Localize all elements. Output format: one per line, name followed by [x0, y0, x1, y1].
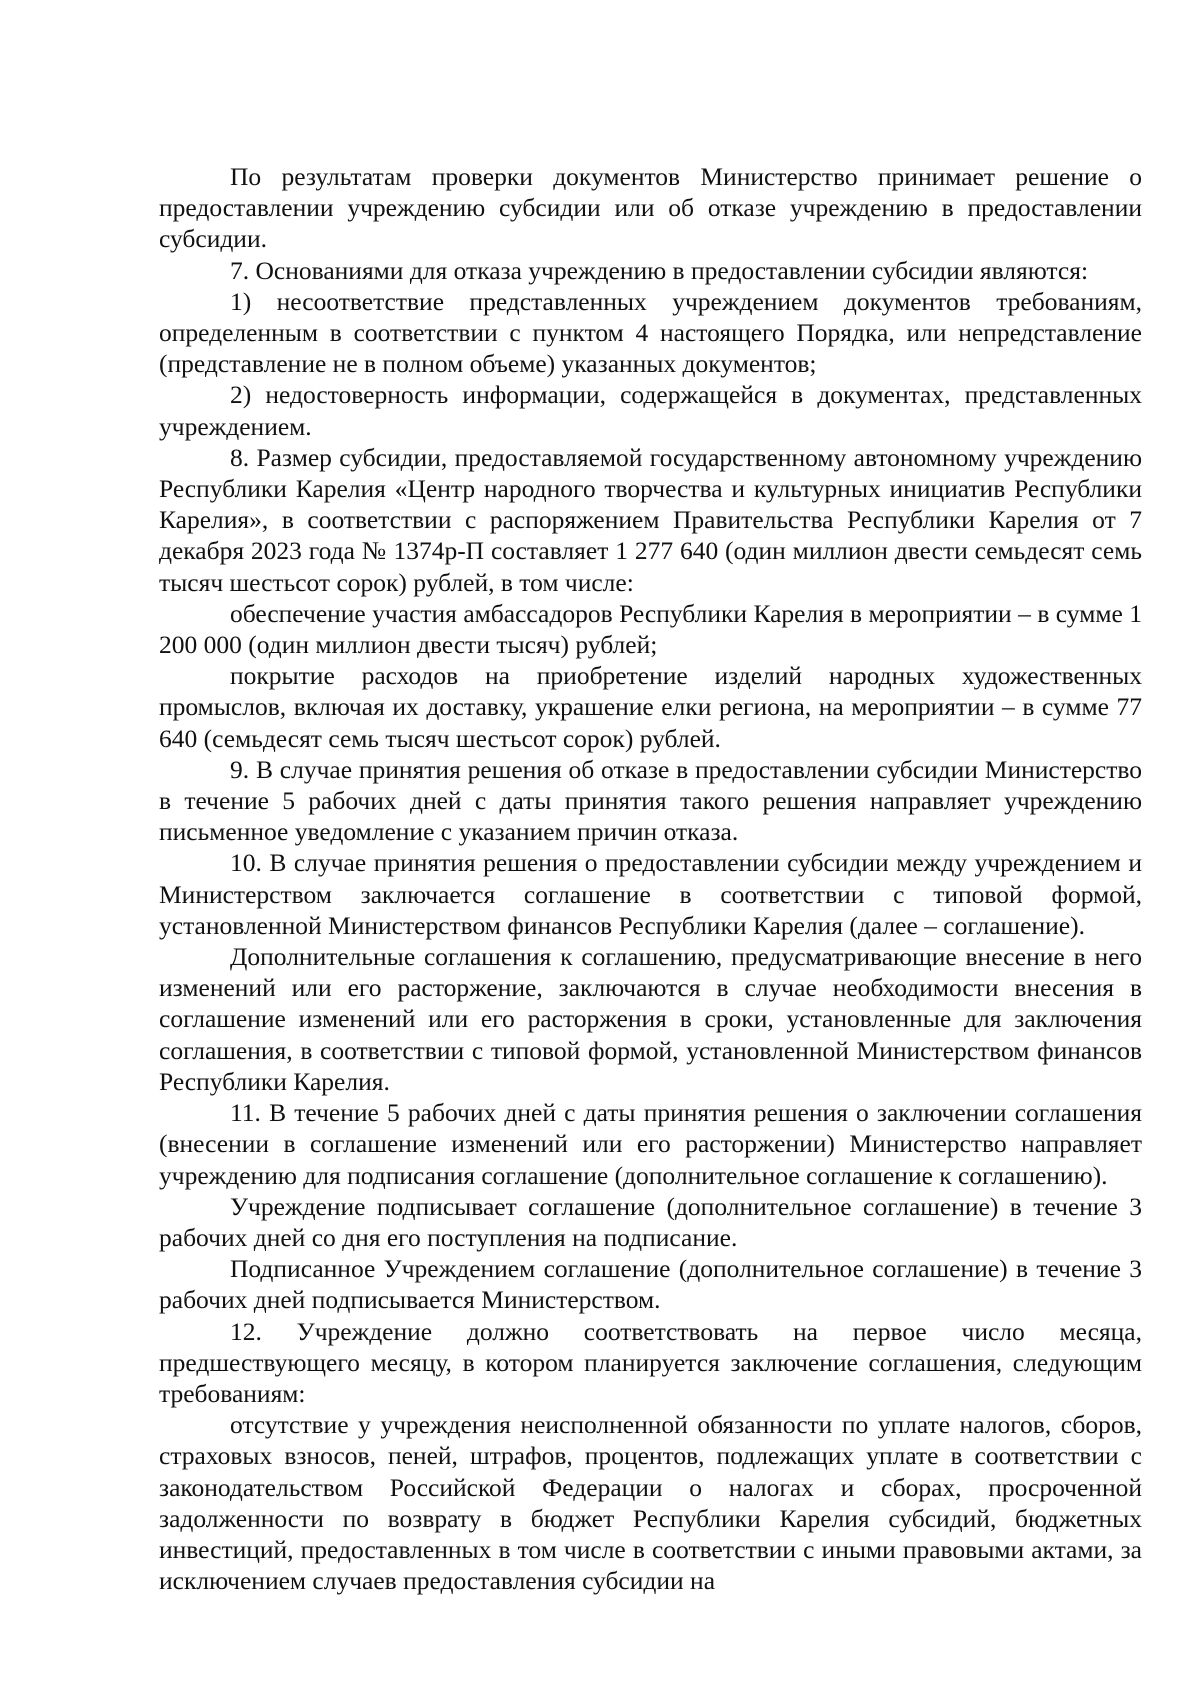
paragraph-item-8-crafts: покрытие расходов на приобретение изделий народных художественных промыслов, включая их доставку, украшение елки региона, на мероприятии – в сумме 77 640 (семьдесят семь тысяч шестьсот сорок) рублей. — [159, 661, 1142, 753]
paragraph-item-10: 10. В случае принятия решения о предоставлении субсидии между учреждением и Министерством заключается соглашение в соответствии с типовой формой, установленной Министерством финансов Республики Карелия (далее – соглашение). — [159, 848, 1142, 940]
paragraph-item-10-additional: Дополнительные соглашения к соглашению, предусматривающие внесение в него изменений или его расторжение, заключаются в случае необходимости внесения в соглашение изменений или его расторжения в сроки, установленные для заключения соглашения, в соответствии с типовой формой, установленной Министерством финансов Республики Карелия. — [159, 942, 1142, 1096]
paragraph-item-8: 8. Размер субсидии, предоставляемой государственному автономному учреждению Республики Карелия «Центр народного творчества и культурных инициатив Республики Карелия», в соответствии с распоряжением Правительства Республики Карелия от 7 декабря 2023 года № 1374р-П составляет 1 277 640 (один миллион двести семьдесят семь тысяч шестьсот сорок) рублей, в том числе: — [159, 442, 1142, 597]
paragraph-item-12: 12. Учреждение должно соответствовать на первое число месяца, предшествующего месяцу, в котором планируется заключение соглашения, следующим требованиям: — [159, 1316, 1142, 1408]
paragraph-decision: По результатам проверки документов Министерство принимает решение о предоставлении учреждению субсидии или об отказе учреждению в предоставлении субсидии. — [159, 162, 1142, 254]
paragraph-item-11: 11. В течение 5 рабочих дней с даты принятия решения о заключении соглашения (внесении в соглашение изменений или его расторжении) Министерство направляет учреждению для подписания соглашение (дополнительное соглашение к соглашению). — [159, 1098, 1142, 1190]
paragraph-item-7-2: 2) недостоверность информации, содержащейся в документах, представленных учреждением. — [159, 380, 1142, 441]
paragraph-item-7-1: 1) несоответствие представленных учреждением документов требованиям, определенным в соответствии с пунктом 4 настоящего Порядка, или непредставление (представление не в полном объеме) указанных документов; — [159, 286, 1142, 379]
paragraph-item-8-ambassadors: обеспечение участия амбассадоров Республики Карелия в мероприятии – в сумме 1 200 000 (один миллион двести тысяч) рублей; — [159, 598, 1142, 660]
paragraph-item-11-ministry: Подписанное Учреждением соглашение (дополнительное соглашение) в течение 3 рабочих дней подписывается Министерством. — [159, 1254, 1142, 1315]
paragraph-item-12-requirement: отсутствие у учреждения неисполненной обязанности по уплате налогов, сборов, страховых взносов, пеней, штрафов, процентов, подлежащих уплате в соответствии с законодательством Российской Федерации о налогах и сборах, просроченной задолженности по возврату в бюджет Республики Карелия субсидий, бюджетных инвестиций, предоставленных в том числе в соответствии с иными правовыми актами, за исключением случаев предоставления субсидии на — [159, 1410, 1142, 1596]
paragraph-item-7: 7. Основаниями для отказа учреждению в предоставлении субсидии являются: — [230, 255, 1089, 285]
document-body — [159, 161, 1142, 1596]
paragraph-item-11-signing: Учреждение подписывает соглашение (дополнительное соглашение) в течение 3 рабочих дней со дня его поступления на подписание. — [159, 1191, 1142, 1252]
paragraph-item-9: 9. В случае принятия решения об отказе в предоставлении субсидии Министерство в течение 5 рабочих дней с даты принятия такого решения направляет учреждению письменное уведомление с указанием причин отказа. — [159, 754, 1142, 847]
